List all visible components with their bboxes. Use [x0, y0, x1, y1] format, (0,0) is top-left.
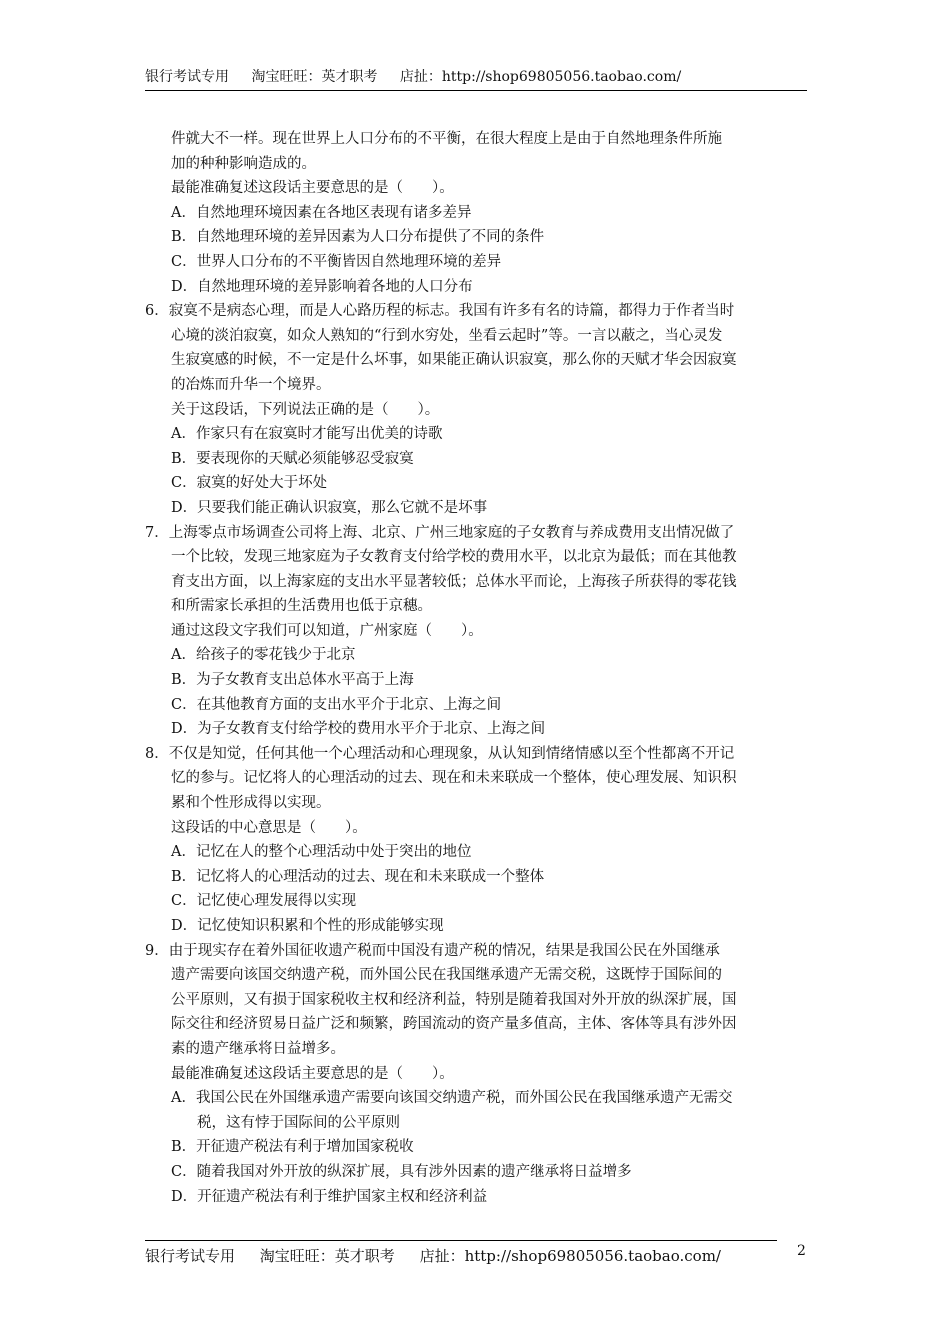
q5-line: 加的种种影响造成的。 [171, 155, 316, 172]
q5-option-b: B．自然地理环境的差异因素为人口分布提供了不同的条件 [171, 229, 545, 246]
q8-option-a: A．记忆在人的整个心理活动中处于突出的地位 [171, 844, 472, 861]
q9-option-a: A．我国公民在外国继承遗产需要向该国交纳遗产税，而外国公民在我国继承遗产无需交 [171, 1090, 733, 1107]
q8-line: 累和个性形成得以实现。 [171, 795, 331, 812]
q6-prompt: 关于这段话，下列说法正确的是（ ）。 [171, 401, 440, 418]
q6-line: 的冶炼而升华一个境界。 [171, 376, 331, 393]
q9-prompt: 最能准确复述这段话主要意思的是（ ）。 [171, 1065, 454, 1082]
q6-option-c: C．寂寞的好处大于坏处 [171, 475, 328, 492]
q5-option-a: A．自然地理环境因素在各地区表现有诸多差异 [171, 204, 472, 221]
q7-prompt: 通过这段文字我们可以知道，广州家庭（ ）。 [171, 622, 483, 639]
q7-option-a: A．给孩子的零花钱少于北京 [171, 647, 356, 664]
q7-line: 7．上海零点市场调查公司将上海、北京、广州三地家庭的子女教育与养成费用支出情况做了 [145, 524, 735, 541]
header-exam-label: 银行考试专用 [145, 69, 229, 85]
q7-line: 和所需家长承担的生活费用也低于京穗。 [171, 598, 432, 615]
footer-url-link[interactable]: 店扯：http://shop69805056.taobao.com/ [419, 1247, 721, 1265]
page-footer [145, 1240, 777, 1266]
q9-line: 公平原则，又有损于国家税收主权和经济利益，特别是随着我国对外开放的纵深扩展，国 [171, 991, 737, 1008]
q9-option-c: C．随着我国对外开放的纵深扩展，具有涉外因素的遗产继承将日益增多 [171, 1163, 632, 1180]
q9-line: 素的遗产继承将日益增多。 [171, 1040, 345, 1057]
q8-prompt: 这段话的中心意思是（ ）。 [171, 819, 367, 836]
q8-line: 忆的参与。记忆将人的心理活动的过去、现在和未来联成一个整体，使心理发展、知识积 [171, 770, 737, 787]
q9-option-b: B．开征遗产税法有利于增加国家税收 [171, 1139, 414, 1156]
q8-option-d: D．记忆使知识积累和个性的形成能够实现 [171, 918, 444, 934]
document-body [145, 127, 807, 1209]
q9-line: 9．由于现实存在着外国征收遗产税而中国没有遗产税的情况，结果是我国公民在外国继承 [145, 942, 720, 959]
q6-option-d: D．只要我们能正确认识寂寞，那么它就不是坏事 [171, 499, 488, 516]
q6-option-b: B．要表现你的天赋必须能够忍受寂寞 [171, 450, 414, 467]
page-number: 2 [797, 1243, 806, 1259]
footer-shop-label: 淘宝旺旺：英才职考 [259, 1247, 395, 1265]
q7-line: 一个比较，发现三地家庭为子女教育支付给学校的费用水平，以北京为最低；而在其他教 [171, 549, 737, 566]
q6-line: 心境的淡泊寂寞，如众人熟知的“行到水穷处，坐看云起时”等。一言以蔽之，当心灵发 [171, 327, 723, 344]
q5-option-c: C．世界人口分布的不平衡皆因自然地理环境的差异 [171, 253, 502, 270]
q7-option-c: C．在其他教育方面的支出水平介于北京、上海之间 [171, 696, 502, 713]
q6-line: 6．寂寞不是病态心理，而是人心路历程的标志。我国有许多有名的诗篇，都得力于作者当时 [145, 303, 735, 320]
q6-line: 生寂寞感的时候，不一定是什么坏事，如果能正确认识寂寞，那么你的天赋才华会因寂寞 [171, 352, 737, 369]
page-header [145, 66, 807, 91]
q8-option-c: C．记忆使心理发展得以实现 [171, 893, 357, 910]
q5-line: 件就大不一样。现在世界上人口分布的不平衡，在很大程度上是由于自然地理条件所施 [171, 131, 722, 147]
header-shop-label: 淘宝旺旺：英才职考 [251, 69, 378, 85]
q8-line: 8．不仅是知觉，任何其他一个心理活动和心理现象，从认知到情绪情感以至个性都离不开记 [145, 745, 735, 762]
q8-option-b: B．记忆将人的心理活动的过去、现在和未来联成一个整体 [171, 868, 545, 885]
q7-option-b: B．为子女教育支出总体水平高于上海 [171, 672, 414, 689]
q5-prompt: 最能准确复述这段话主要意思的是（ ）。 [171, 180, 454, 197]
header-url-link[interactable]: 店扯：http://shop69805056.taobao.com/ [399, 69, 682, 85]
q9-line: 际交往和经济贸易日益广泛和频繁，跨国流动的资产量多值高，主体、客体等具有涉外因 [171, 1016, 737, 1033]
q7-line: 育支出方面，以上海家庭的支出水平显著较低；总体水平而论，上海孩子所获得的零花钱 [171, 573, 737, 590]
q7-option-d: D．为子女教育支付给学校的费用水平介于北京、上海之间 [171, 721, 546, 738]
q9-line: 遗产需要向该国交纳遗产税，而外国公民在我国继承遗产无需交税，这既悖于国际间的 [171, 967, 722, 984]
q9-option-a-cont: 税，这有悖于国际间的公平原则 [197, 1114, 400, 1131]
q6-option-a: A．作家只有在寂寞时才能写出优美的诗歌 [171, 426, 443, 443]
q9-option-d: D．开征遗产税法有利于维护国家主权和经济利益 [171, 1188, 488, 1205]
footer-exam-label: 银行考试专用 [145, 1247, 236, 1265]
q5-option-d: D．自然地理环境的差异影响着各地的人口分布 [171, 278, 473, 295]
